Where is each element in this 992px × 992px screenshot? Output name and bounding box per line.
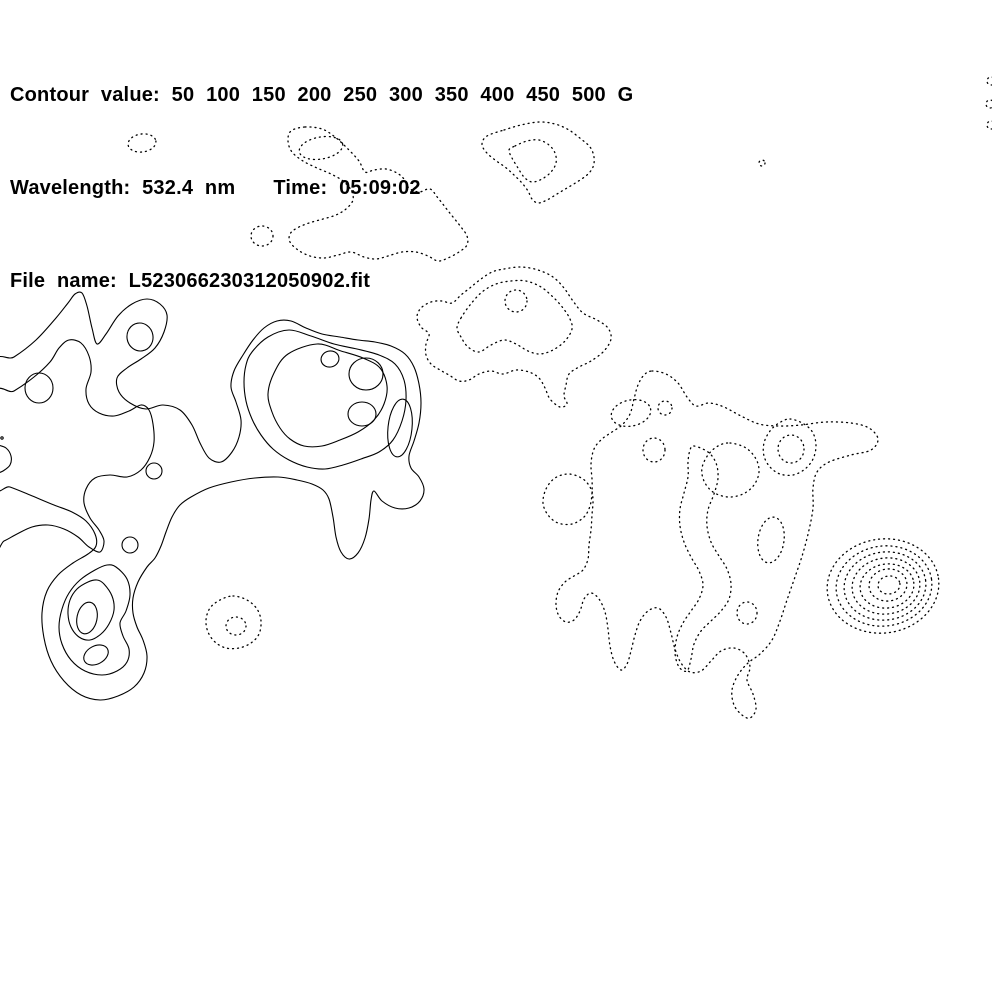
contour-neg-right-oval-vertical — [755, 515, 787, 564]
contour-pos-left-lobe-inner — [25, 373, 53, 403]
contour-pos-left-level2 — [0, 340, 154, 555]
contour-neg-right-ring-3 — [643, 438, 665, 462]
contour-pos-ear-inner-b — [80, 641, 111, 669]
contour-neg-right-blob-2-inner — [778, 435, 804, 463]
contour-pos-ear-level2 — [59, 565, 130, 675]
contour-neg-bullseye-ring-2 — [867, 567, 909, 604]
contour-pos-small-ring-1 — [146, 463, 162, 479]
contour-neg-pair-outer — [206, 596, 261, 649]
contour-neg-speck-topright — [759, 160, 765, 166]
contour-pos-central-level3 — [268, 344, 387, 447]
contour-neg-bullseye-ring-3 — [857, 560, 917, 611]
time-label: Time: 05:09:02 — [273, 177, 421, 199]
contour-neg-right-ring-2 — [658, 401, 672, 415]
contour-neg-right-blob-2 — [763, 419, 816, 475]
contour-pos-left-edge-speck — [1, 437, 3, 439]
contour-neg-right-ring-4 — [737, 602, 757, 624]
contour-values-label: Contour value: 50 100 150 200 250 300 350 400 450 500 G — [10, 84, 634, 106]
contour-neg-edge-speck-2 — [986, 100, 992, 108]
contour-neg-bullseye-ring-5 — [840, 547, 931, 626]
contour-pos-hole-2 — [348, 402, 376, 426]
contour-neg-edge-speck-1 — [987, 77, 992, 85]
contour-neg-edge-speck-3 — [987, 121, 992, 129]
wavelength-label: Wavelength: 532.4 nm — [10, 177, 236, 199]
contour-pos-small-ring-2 — [122, 537, 138, 553]
contour-pos-ear-inner-a — [74, 600, 100, 635]
plot-header — [10, 18, 633, 359]
wavelength-time-line — [10, 173, 633, 204]
contour-pos-hole-1 — [349, 358, 383, 390]
contour-pos-left-edge-clip — [0, 445, 11, 473]
contour-neg-pair-inner — [226, 617, 246, 635]
contour-neg-right-blob-1 — [702, 443, 759, 497]
contour-neg-bullseye-ring-1 — [877, 575, 901, 596]
contour-neg-right-outer — [543, 371, 878, 718]
file-name-label: File name: L523066230312050902.fit — [10, 270, 371, 292]
